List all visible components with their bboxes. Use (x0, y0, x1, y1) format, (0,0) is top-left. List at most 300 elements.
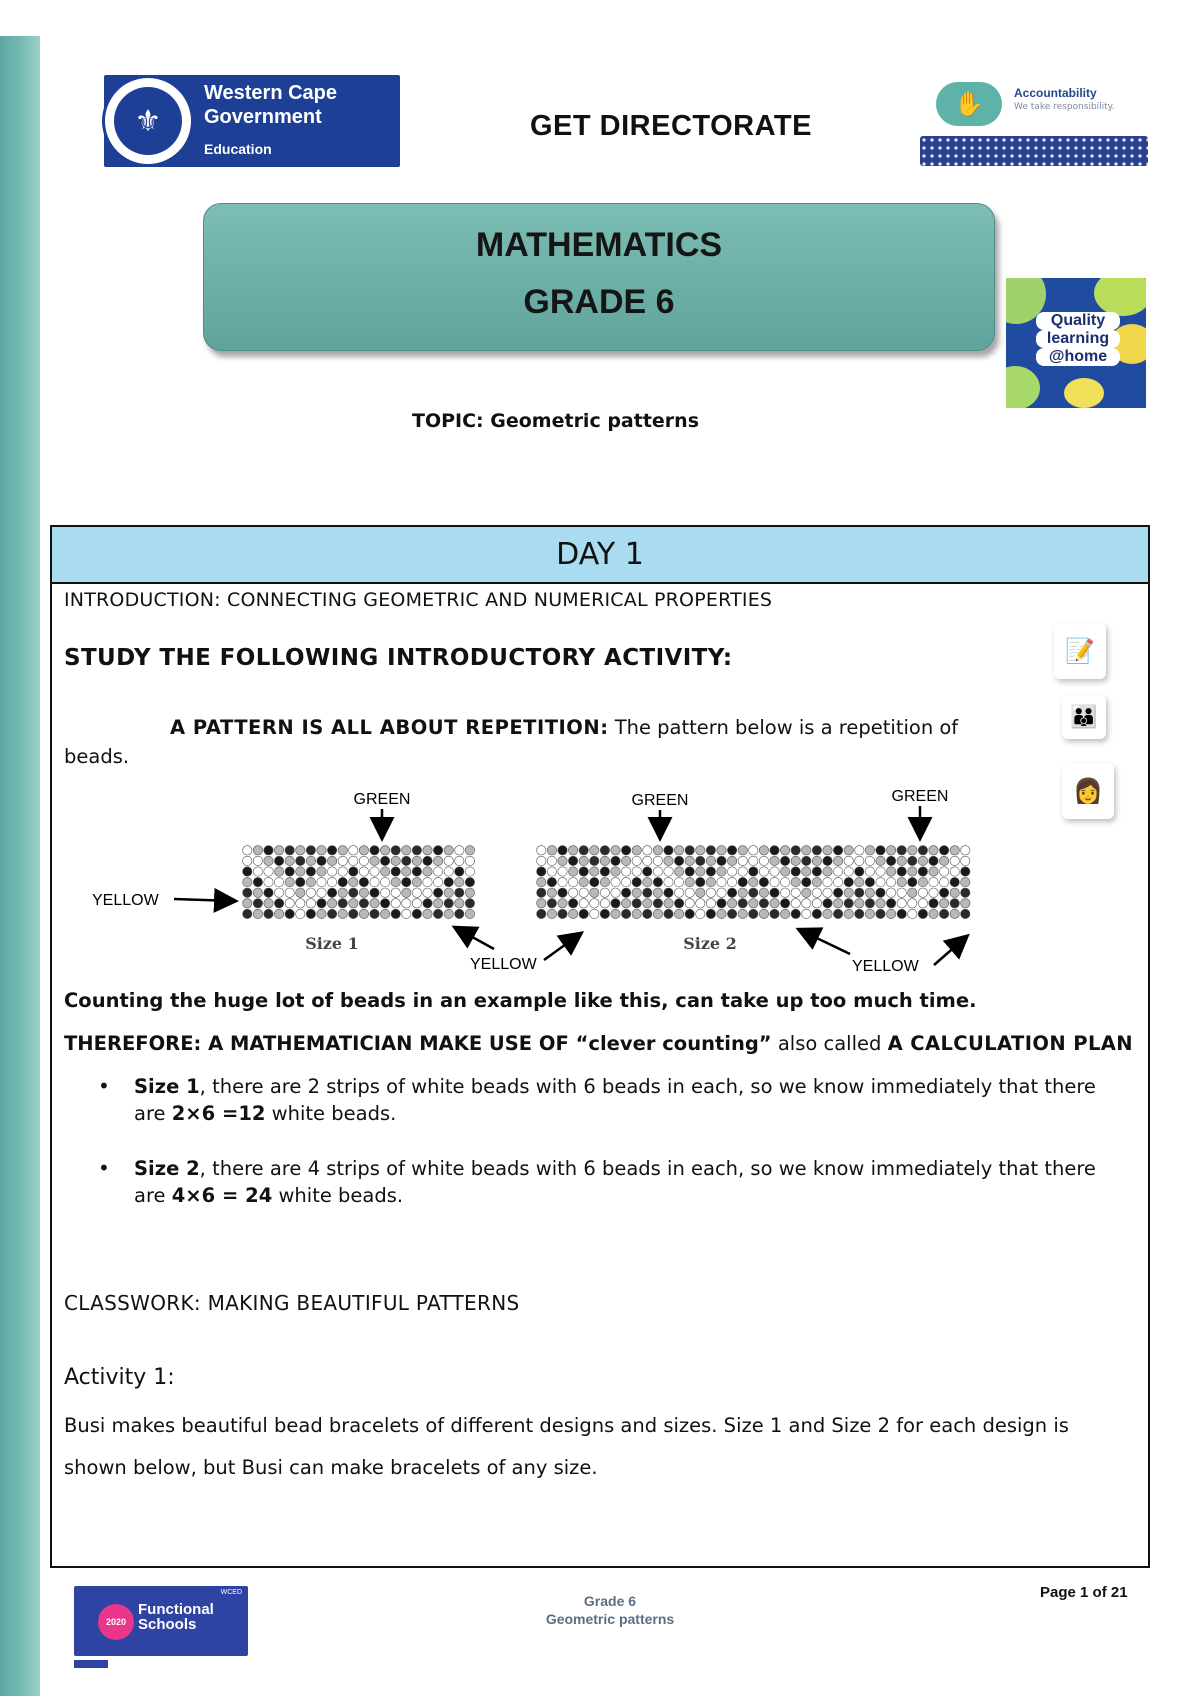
bead (759, 899, 768, 908)
bead (738, 877, 747, 886)
bead (823, 856, 832, 865)
bead (455, 856, 464, 865)
bead (547, 877, 556, 886)
bead (264, 899, 273, 908)
bead (918, 856, 927, 865)
bead (706, 846, 715, 855)
bead (327, 856, 336, 865)
bullet-lead: Size 2 (134, 1157, 200, 1180)
bead (685, 846, 694, 855)
bead (558, 899, 567, 908)
bead-pattern-figure (82, 777, 1022, 977)
bead (749, 867, 758, 876)
bead (380, 846, 389, 855)
badge-line-1: Quality (1036, 312, 1120, 330)
bead (939, 867, 948, 876)
directorate-title: GET DIRECTORATE (530, 110, 812, 142)
bead (243, 909, 252, 918)
bead (547, 888, 556, 897)
bead (823, 899, 832, 908)
bead (844, 899, 853, 908)
bead (370, 899, 379, 908)
bead (433, 877, 442, 886)
bead (611, 856, 620, 865)
bead (706, 909, 715, 918)
bead (568, 856, 577, 865)
bead (264, 877, 273, 886)
bead (558, 888, 567, 897)
bead (823, 877, 832, 886)
bead (865, 856, 874, 865)
bead (402, 899, 411, 908)
bead (349, 909, 358, 918)
size-bullet-list (92, 1073, 1102, 1209)
hand-sign-icon: ✋ (936, 82, 1002, 126)
bead (349, 899, 358, 908)
bead (296, 877, 305, 886)
bead (918, 877, 927, 886)
logo-line-schools: Schools (138, 1616, 197, 1633)
bead (780, 846, 789, 855)
bead (349, 877, 358, 886)
bead (296, 856, 305, 865)
bead (770, 877, 779, 886)
bead (664, 846, 673, 855)
bead (537, 909, 546, 918)
bead (243, 888, 252, 897)
bead (537, 867, 546, 876)
bead (253, 909, 262, 918)
bead (402, 846, 411, 855)
bead (455, 888, 464, 897)
bead (791, 909, 800, 918)
bead (738, 867, 747, 876)
bead (632, 888, 641, 897)
bead (791, 856, 800, 865)
bead (844, 909, 853, 918)
bead (780, 856, 789, 865)
bead (653, 856, 662, 865)
bead (359, 888, 368, 897)
bead (802, 899, 811, 908)
bead (812, 888, 821, 897)
bead (727, 877, 736, 886)
bead (327, 909, 336, 918)
bead (558, 877, 567, 886)
bead (402, 867, 411, 876)
pattern-bold-lead: A PATTERN IS ALL ABOUT REPETITION: (170, 716, 609, 739)
bead (876, 867, 885, 876)
size-2-caption: Size 2 (683, 934, 737, 953)
bead (359, 877, 368, 886)
bead (886, 888, 895, 897)
bead (844, 867, 853, 876)
bead (296, 888, 305, 897)
bead (285, 867, 294, 876)
bead (653, 867, 662, 876)
bead (391, 856, 400, 865)
bead (674, 877, 683, 886)
bead (738, 909, 747, 918)
bead (780, 909, 789, 918)
bullet-text: , there are 4 strips of white beads with 6 beads in each, so we know immediately that there are (134, 1157, 1096, 1207)
bead (727, 899, 736, 908)
bead (908, 856, 917, 865)
bead (664, 899, 673, 908)
bead (402, 909, 411, 918)
bead (876, 899, 885, 908)
bead (865, 888, 874, 897)
bead (833, 877, 842, 886)
bead (274, 899, 283, 908)
bead (918, 888, 927, 897)
bead (780, 888, 789, 897)
bead (317, 909, 326, 918)
list-item (92, 1073, 1102, 1127)
bead (643, 899, 652, 908)
bead (444, 846, 453, 855)
bead (579, 899, 588, 908)
bead (611, 888, 620, 897)
bead (929, 856, 938, 865)
bead (611, 899, 620, 908)
coat-of-arms-icon: ⚜ (102, 75, 194, 167)
bead (823, 909, 832, 918)
bead (412, 877, 421, 886)
bead (590, 899, 599, 908)
bead (929, 867, 938, 876)
bullet-text-end: white beads. (265, 1102, 397, 1125)
bead (876, 909, 885, 918)
bead (897, 856, 906, 865)
bead (243, 856, 252, 865)
bead (791, 899, 800, 908)
bead (253, 846, 262, 855)
bead (918, 867, 927, 876)
bead (370, 909, 379, 918)
bead (412, 867, 421, 876)
bead (759, 846, 768, 855)
bead (296, 899, 305, 908)
bead (939, 846, 948, 855)
yellow-arrow-3b (934, 937, 966, 965)
bead (908, 846, 917, 855)
bead (749, 856, 758, 865)
bead (823, 888, 832, 897)
bead (537, 877, 546, 886)
bead (537, 888, 546, 897)
bead (391, 909, 400, 918)
study-heading: STUDY THE FOLLOWING INTRODUCTORY ACTIVITY: (64, 645, 733, 671)
bead (865, 846, 874, 855)
bead (568, 867, 577, 876)
bead (908, 867, 917, 876)
bead (274, 877, 283, 886)
bead (306, 856, 315, 865)
bead (243, 877, 252, 886)
bead (632, 899, 641, 908)
bead (791, 867, 800, 876)
bead (579, 856, 588, 865)
bead (950, 888, 959, 897)
bead (749, 877, 758, 886)
accountability-pattern-strip (920, 136, 1148, 166)
bead (338, 909, 347, 918)
bead (349, 888, 358, 897)
bead (465, 867, 474, 876)
bead (243, 867, 252, 876)
bead (812, 867, 821, 876)
bullet-calculation: 2×6 =12 (171, 1102, 266, 1125)
bead (412, 856, 421, 865)
bead (791, 888, 800, 897)
bead (802, 909, 811, 918)
bead (455, 867, 464, 876)
bead (547, 846, 556, 855)
bead (444, 888, 453, 897)
counting-statement: Counting the huge lot of beads in an example like this, can take up too much time. (64, 989, 977, 1012)
bead (897, 877, 906, 886)
bead (939, 888, 948, 897)
bead (296, 867, 305, 876)
bead (243, 846, 252, 855)
bead (444, 899, 453, 908)
bead (380, 909, 389, 918)
bead (359, 899, 368, 908)
bead (812, 856, 821, 865)
bead (643, 856, 652, 865)
bead (243, 899, 252, 908)
day-content-box (50, 525, 1150, 1568)
bead (738, 856, 747, 865)
bead (306, 877, 315, 886)
bead (780, 877, 789, 886)
bead (433, 899, 442, 908)
learner-icon: 👩 (1062, 763, 1114, 819)
bead (590, 856, 599, 865)
bead (579, 888, 588, 897)
bead (317, 888, 326, 897)
bead (929, 877, 938, 886)
bead (802, 846, 811, 855)
bead (653, 846, 662, 855)
bead (600, 888, 609, 897)
bead (253, 856, 262, 865)
bead (759, 888, 768, 897)
clever-counting-term: “clever counting” (575, 1032, 772, 1055)
bead (833, 909, 842, 918)
classwork-heading: CLASSWORK: MAKING BEAUTIFUL PATTERNS (64, 1291, 520, 1315)
bead (264, 909, 273, 918)
logo-line-functional: Functional (138, 1601, 214, 1618)
bead (600, 877, 609, 886)
bead (812, 877, 821, 886)
bead (674, 909, 683, 918)
bead (380, 856, 389, 865)
bead (674, 899, 683, 908)
bead (274, 856, 283, 865)
bead (611, 877, 620, 886)
logo-small-mark (74, 1660, 108, 1668)
bead (423, 909, 432, 918)
bead (664, 856, 673, 865)
bead (961, 877, 970, 886)
bead (696, 877, 705, 886)
bead (749, 899, 758, 908)
bead (253, 877, 262, 886)
bead (621, 909, 630, 918)
bead (886, 867, 895, 876)
bead (855, 877, 864, 886)
parent-child-icon: 👪 (1062, 695, 1106, 739)
bead (759, 856, 768, 865)
bead (791, 846, 800, 855)
bead (950, 877, 959, 886)
yellow-label-1: YELLOW (92, 892, 159, 909)
bead (306, 846, 315, 855)
bead (749, 909, 758, 918)
bead (590, 867, 599, 876)
logo-line-3: Education (204, 141, 272, 157)
bead (455, 846, 464, 855)
bead (802, 877, 811, 886)
bead (738, 899, 747, 908)
bead (359, 846, 368, 855)
left-decorative-bar (0, 36, 40, 1696)
bead (537, 846, 546, 855)
bead (391, 846, 400, 855)
bead (558, 846, 567, 855)
accountability-title: Accountability (1014, 86, 1097, 100)
bead (423, 877, 432, 886)
bead (876, 877, 885, 886)
bead (855, 899, 864, 908)
bead (568, 877, 577, 886)
bead (961, 856, 970, 865)
bead (855, 909, 864, 918)
bead (759, 867, 768, 876)
bead (412, 899, 421, 908)
bead (950, 909, 959, 918)
bead (897, 846, 906, 855)
bead (370, 867, 379, 876)
bead (423, 846, 432, 855)
bead (402, 856, 411, 865)
bead (455, 877, 464, 886)
bead (264, 846, 273, 855)
bead (621, 888, 630, 897)
bead (749, 888, 758, 897)
bead (338, 846, 347, 855)
bead (738, 846, 747, 855)
bead (950, 899, 959, 908)
bead (285, 846, 294, 855)
bead (391, 867, 400, 876)
bead (423, 867, 432, 876)
bead (727, 867, 736, 876)
bead (918, 846, 927, 855)
bead (380, 899, 389, 908)
bead (621, 877, 630, 886)
bead (674, 867, 683, 876)
bead (823, 867, 832, 876)
bead (727, 909, 736, 918)
bead (465, 909, 474, 918)
bead (897, 909, 906, 918)
bead (444, 877, 453, 886)
bead (306, 867, 315, 876)
bead (558, 856, 567, 865)
bead (897, 867, 906, 876)
bead (327, 888, 336, 897)
bead (600, 899, 609, 908)
bead (727, 856, 736, 865)
bead (918, 909, 927, 918)
bead (961, 867, 970, 876)
bead (632, 877, 641, 886)
badge-line-3: @home (1036, 348, 1120, 366)
grade-title: GRADE 6 (523, 283, 675, 321)
bead (855, 888, 864, 897)
bead (706, 856, 715, 865)
bead (844, 846, 853, 855)
bead (558, 909, 567, 918)
bead (886, 909, 895, 918)
bead (897, 888, 906, 897)
bead (338, 856, 347, 865)
accountability-logo (918, 80, 1148, 170)
bead (717, 856, 726, 865)
bead (939, 899, 948, 908)
bead (296, 846, 305, 855)
bead (359, 909, 368, 918)
day-heading: DAY 1 (52, 527, 1148, 584)
bead (579, 867, 588, 876)
bead (674, 846, 683, 855)
bead (611, 909, 620, 918)
bead (274, 846, 283, 855)
bead (939, 909, 948, 918)
bead (579, 846, 588, 855)
bead (706, 867, 715, 876)
bead (338, 899, 347, 908)
bead (706, 899, 715, 908)
bead (908, 877, 917, 886)
bead (632, 856, 641, 865)
bead (621, 867, 630, 876)
bead (664, 909, 673, 918)
bead (844, 888, 853, 897)
bead (685, 867, 694, 876)
bead (706, 877, 715, 886)
accountability-subtitle: We take responsibility. (1014, 102, 1115, 112)
bead (653, 888, 662, 897)
therefore-lead: THEREFORE: A MATHEMATICIAN MAKE USE OF (64, 1032, 576, 1055)
bead (590, 846, 599, 855)
bead (908, 899, 917, 908)
bead (844, 877, 853, 886)
size-2-bead-strip (537, 846, 970, 919)
bead (939, 856, 948, 865)
bead (897, 899, 906, 908)
bead (391, 877, 400, 886)
yellow-label-2: YELLOW (470, 956, 537, 973)
bead (264, 856, 273, 865)
bead (876, 856, 885, 865)
bead (674, 856, 683, 865)
bead (717, 899, 726, 908)
bead (600, 909, 609, 918)
